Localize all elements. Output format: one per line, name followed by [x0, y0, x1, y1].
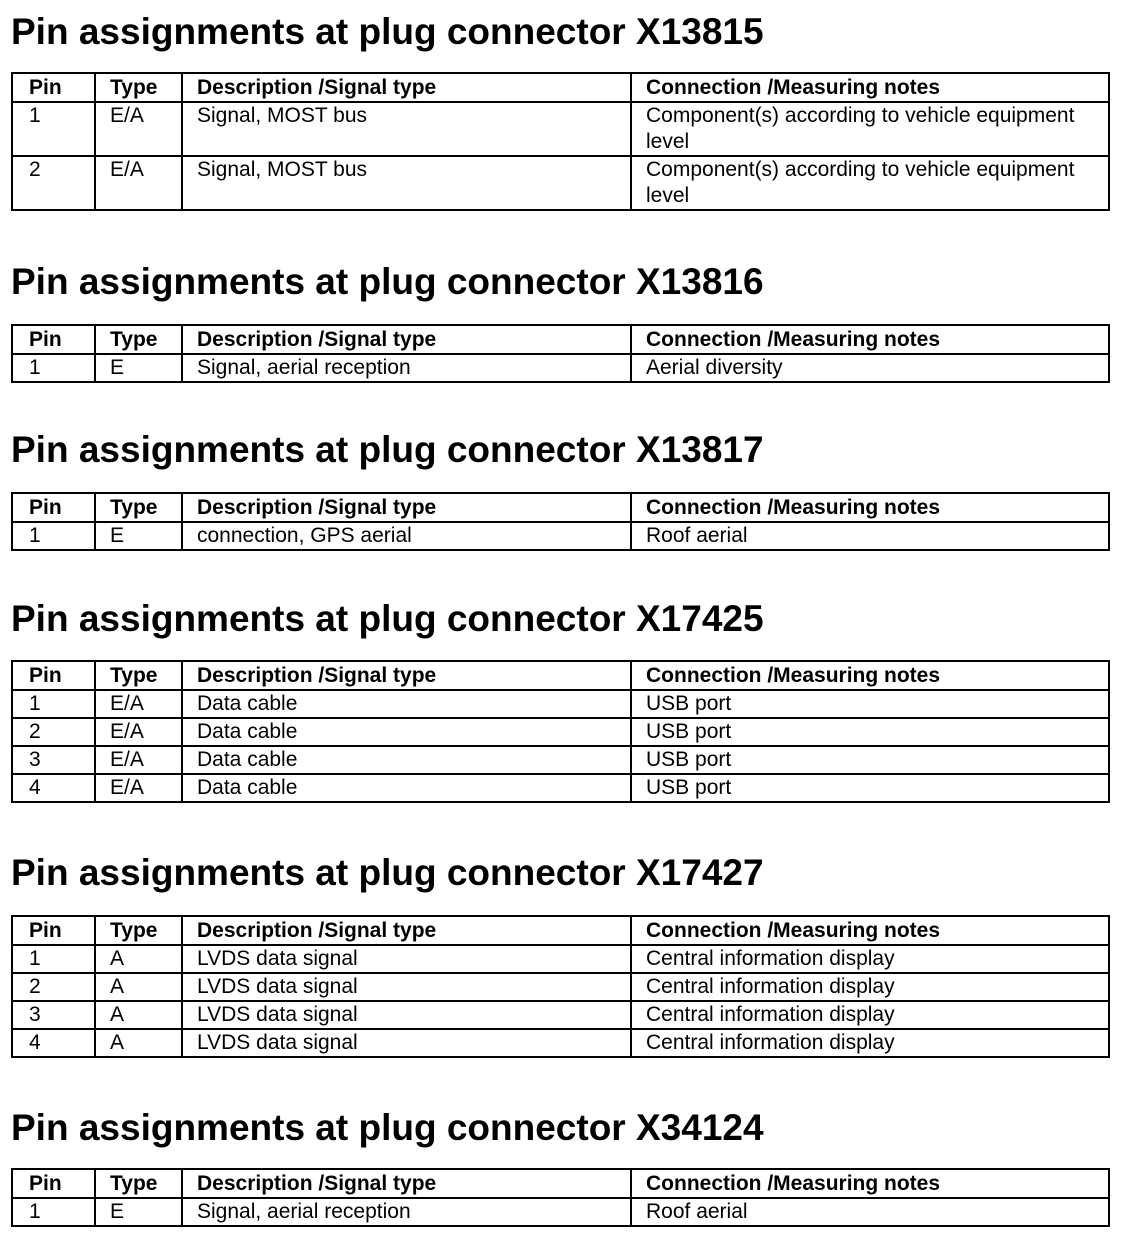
table-row: [12, 1198, 1109, 1226]
cell-description: Data cable: [182, 718, 631, 746]
pin-table: [11, 660, 1110, 803]
cell-connection: Central information display: [631, 1001, 1109, 1029]
cell-type: E: [95, 1198, 182, 1226]
column-header-description: Description /Signal type: [182, 661, 631, 690]
cell-pin: 1: [12, 354, 95, 382]
column-header-pin: Pin: [12, 661, 95, 690]
section-x17427: [11, 851, 1108, 1058]
cell-connection: USB port: [631, 718, 1109, 746]
column-header-type: Type: [95, 916, 182, 945]
cell-pin: 2: [12, 718, 95, 746]
section-heading: Pin assignments at plug connector X13815: [11, 11, 764, 52]
cell-description: LVDS data signal: [182, 1001, 631, 1029]
column-header-connection: Connection /Measuring notes: [631, 1169, 1109, 1198]
section-heading: Pin assignments at plug connector X17425: [11, 598, 764, 639]
column-header-type: Type: [95, 661, 182, 690]
section-x17425: [11, 597, 1108, 803]
pin-table: [11, 324, 1110, 383]
cell-connection: Component(s) according to vehicle equipment level: [631, 156, 1109, 210]
pin-table: [11, 72, 1110, 211]
cell-connection: Aerial diversity: [631, 354, 1109, 382]
cell-description: Data cable: [182, 746, 631, 774]
table-header-row: [12, 325, 1109, 354]
cell-pin: 1: [12, 1198, 95, 1226]
table-row: [12, 354, 1109, 382]
cell-description: Data cable: [182, 774, 631, 802]
cell-connection: Central information display: [631, 973, 1109, 1001]
column-header-pin: Pin: [12, 1169, 95, 1198]
cell-type: E/A: [95, 774, 182, 802]
cell-description: LVDS data signal: [182, 1029, 631, 1057]
cell-type: A: [95, 1001, 182, 1029]
section-heading: Pin assignments at plug connector X13817: [11, 429, 764, 470]
column-header-connection: Connection /Measuring notes: [631, 325, 1109, 354]
cell-type: E/A: [95, 718, 182, 746]
cell-pin: 1: [12, 102, 95, 156]
cell-pin: 1: [12, 690, 95, 718]
section-x13816: [11, 260, 1108, 383]
cell-pin: 4: [12, 774, 95, 802]
table-row: [12, 156, 1109, 210]
cell-type: E: [95, 522, 182, 550]
cell-pin: 3: [12, 746, 95, 774]
section-heading: Pin assignments at plug connector X17427: [11, 852, 764, 893]
cell-pin: 2: [12, 156, 95, 210]
cell-type: E/A: [95, 690, 182, 718]
cell-description: Signal, MOST bus: [182, 156, 631, 210]
table-row: [12, 774, 1109, 802]
column-header-connection: Connection /Measuring notes: [631, 493, 1109, 522]
cell-description: LVDS data signal: [182, 973, 631, 1001]
cell-type: A: [95, 973, 182, 1001]
table-row: [12, 522, 1109, 550]
column-header-type: Type: [95, 493, 182, 522]
table-header-row: [12, 916, 1109, 945]
cell-type: A: [95, 1029, 182, 1057]
table-row: [12, 690, 1109, 718]
column-header-description: Description /Signal type: [182, 1169, 631, 1198]
table-header-row: [12, 1169, 1109, 1198]
table-row: [12, 746, 1109, 774]
cell-connection: Central information display: [631, 1029, 1109, 1057]
cell-type: E/A: [95, 102, 182, 156]
pin-table: [11, 492, 1110, 551]
column-header-type: Type: [95, 325, 182, 354]
cell-connection: USB port: [631, 774, 1109, 802]
cell-description: connection, GPS aerial: [182, 522, 631, 550]
cell-pin: 4: [12, 1029, 95, 1057]
section-x13817: [11, 428, 1108, 551]
column-header-pin: Pin: [12, 916, 95, 945]
section-x34124: [11, 1106, 1108, 1227]
cell-pin: 3: [12, 1001, 95, 1029]
cell-type: E/A: [95, 746, 182, 774]
cell-description: Signal, MOST bus: [182, 102, 631, 156]
table-row: [12, 973, 1109, 1001]
cell-connection: Roof aerial: [631, 522, 1109, 550]
table-row: [12, 1029, 1109, 1057]
cell-connection: Central information display: [631, 945, 1109, 973]
table-row: [12, 718, 1109, 746]
cell-connection: Roof aerial: [631, 1198, 1109, 1226]
cell-description: Signal, aerial reception: [182, 1198, 631, 1226]
column-header-type: Type: [95, 73, 182, 102]
cell-pin: 2: [12, 973, 95, 1001]
section-heading: Pin assignments at plug connector X13816: [11, 261, 764, 302]
cell-pin: 1: [12, 522, 95, 550]
table-header-row: [12, 493, 1109, 522]
table-header-row: [12, 73, 1109, 102]
pin-table: [11, 1168, 1110, 1227]
section-heading: Pin assignments at plug connector X34124: [11, 1107, 764, 1148]
cell-connection: USB port: [631, 690, 1109, 718]
cell-type: A: [95, 945, 182, 973]
column-header-connection: Connection /Measuring notes: [631, 73, 1109, 102]
cell-description: Data cable: [182, 690, 631, 718]
column-header-connection: Connection /Measuring notes: [631, 661, 1109, 690]
column-header-type: Type: [95, 1169, 182, 1198]
cell-description: Signal, aerial reception: [182, 354, 631, 382]
cell-description: LVDS data signal: [182, 945, 631, 973]
column-header-connection: Connection /Measuring notes: [631, 916, 1109, 945]
cell-pin: 1: [12, 945, 95, 973]
column-header-description: Description /Signal type: [182, 916, 631, 945]
column-header-pin: Pin: [12, 73, 95, 102]
column-header-description: Description /Signal type: [182, 73, 631, 102]
section-x13815: [11, 10, 1108, 211]
table-row: [12, 1001, 1109, 1029]
pin-table: [11, 915, 1110, 1058]
column-header-description: Description /Signal type: [182, 325, 631, 354]
cell-connection: USB port: [631, 746, 1109, 774]
column-header-description: Description /Signal type: [182, 493, 631, 522]
cell-type: E: [95, 354, 182, 382]
table-row: [12, 102, 1109, 156]
column-header-pin: Pin: [12, 325, 95, 354]
table-header-row: [12, 661, 1109, 690]
cell-type: E/A: [95, 156, 182, 210]
cell-connection: Component(s) according to vehicle equipment level: [631, 102, 1109, 156]
column-header-pin: Pin: [12, 493, 95, 522]
table-row: [12, 945, 1109, 973]
